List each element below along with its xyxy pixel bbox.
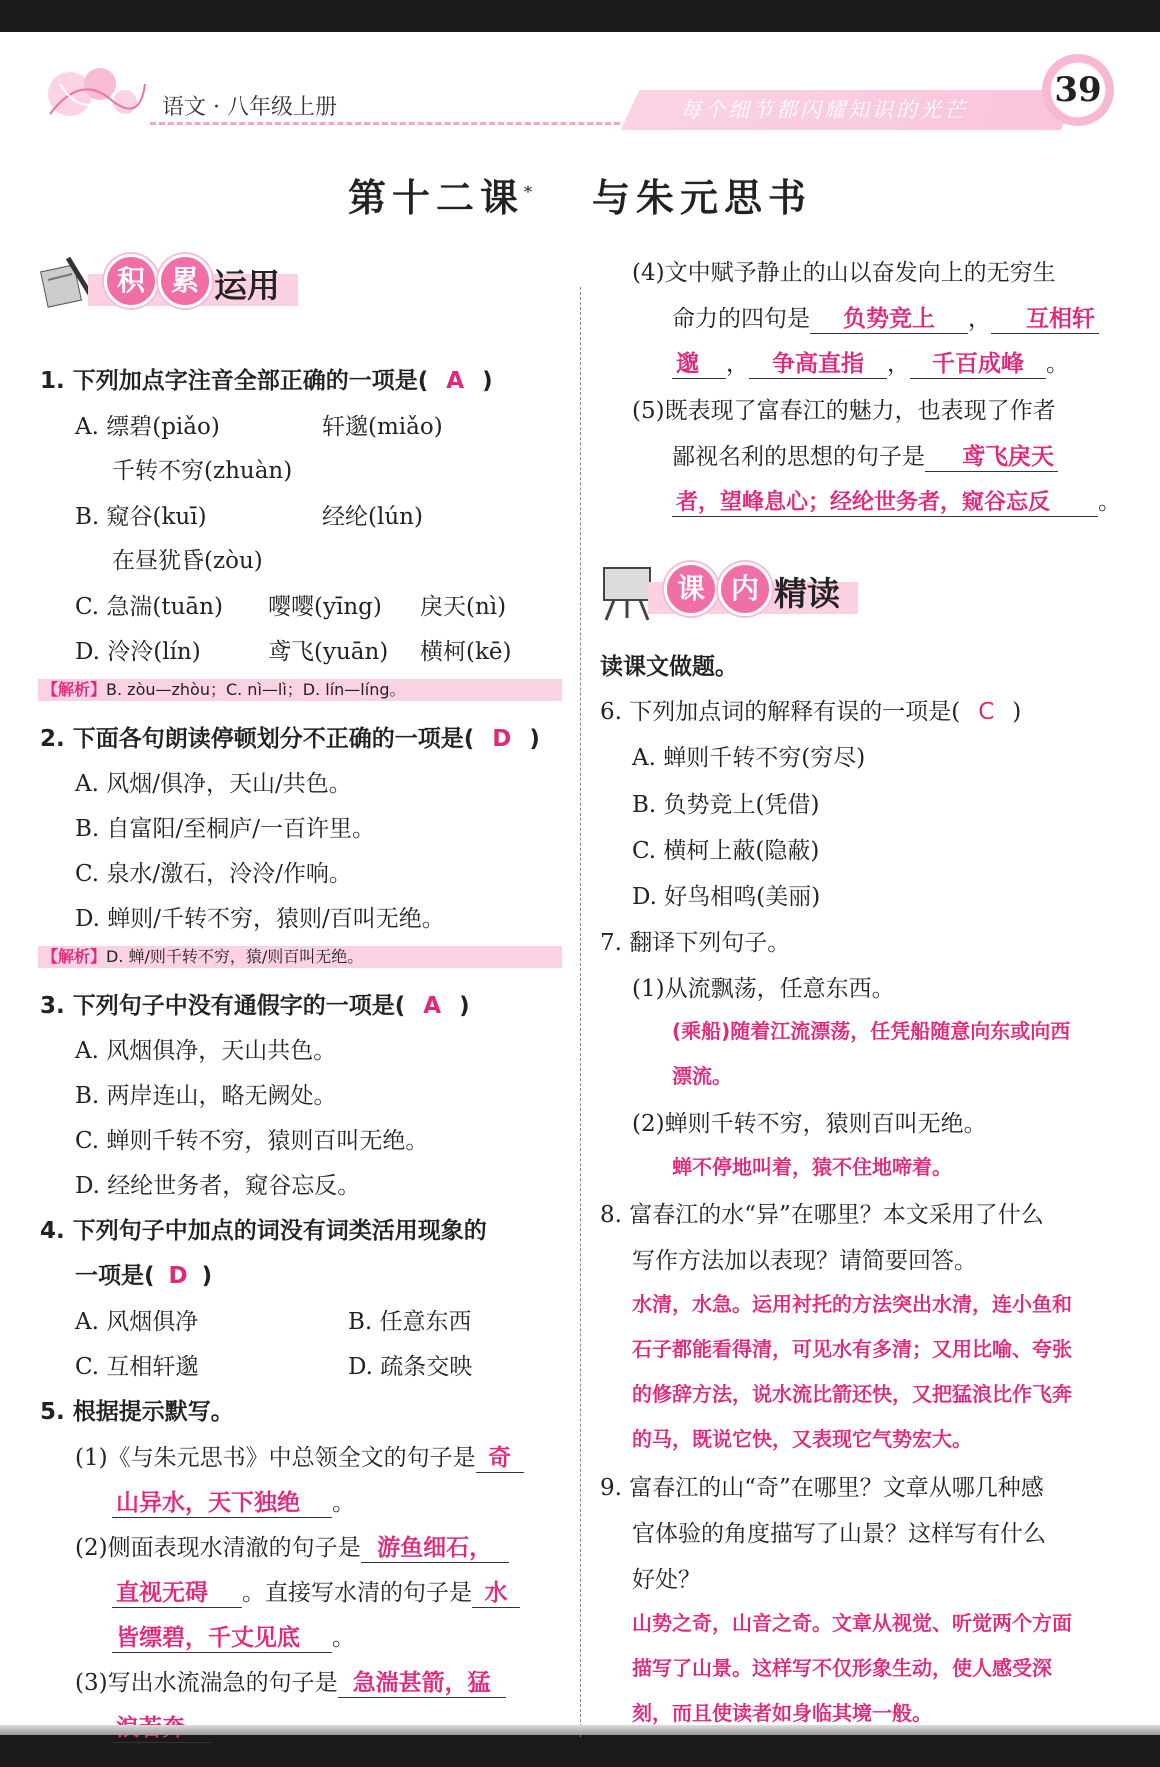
- question-5: 5. 根据提示默写。: [40, 1399, 234, 1425]
- q5-part-4-cont: 命力的四句是 负势竞上 ， 互相轩: [672, 300, 1099, 334]
- q6-option-a: A. 蝉则千转不穷(穷尽): [632, 745, 866, 771]
- q4-option-c: C. 互相轩邈: [75, 1354, 199, 1380]
- q6-option-b: B. 负势竞上(凭借): [632, 792, 820, 818]
- q2-option-d: D. 蝉则/千转不穷，猿则/百叫无绝。: [75, 906, 445, 932]
- q6-option-c: C. 横柯上蔽(隐蔽): [632, 838, 820, 864]
- q5-blank: 互相轩: [991, 300, 1099, 334]
- q1-option-b2: 经纶(lún): [322, 504, 423, 530]
- q5-blank: 水: [472, 1574, 520, 1608]
- page-edge: [0, 1725, 1160, 1735]
- q1-option-c: C. 急湍(tuān): [75, 594, 223, 620]
- q5-part-4-end: 邈 ， 争高直指 ， 千百成峰 。: [672, 345, 1069, 379]
- q5-blank: 千百成峰: [910, 345, 1046, 379]
- q5-blank: 皆缥碧，千丈见底: [112, 1619, 332, 1653]
- lesson-number: 第十二课: [347, 175, 524, 220]
- q2-option-c: C. 泉水/激石，泠泠/作响。: [75, 861, 352, 887]
- q2-analysis: 【解析】D. 蝉/则千转不穷，猿/则百叫无绝。: [38, 946, 562, 968]
- q3-option-a: A. 风烟俱净，天山共色。: [75, 1038, 337, 1064]
- q9-answer-line: 刻，而且使读者如身临其境一般。: [632, 1701, 932, 1725]
- q2-option-b: B. 自富阳/至桐庐/一百许里。: [75, 816, 376, 842]
- page-number: 39: [1042, 54, 1114, 126]
- question-9: 9. 富春江的山“奇”在哪里？文章从哪几种感: [600, 1475, 1044, 1501]
- q8-answer-line: 水清，水急。运用衬托的方法突出水清，连小鱼和: [632, 1292, 1072, 1316]
- q7-sentence-1: (1)从流飘荡，任意东西。: [632, 976, 895, 1002]
- section-bubble: 课: [664, 562, 718, 616]
- q7-answer-2: 蝉不停地叫着，猿不住地啼着。: [672, 1155, 952, 1179]
- q5-blank: 负势竞上: [810, 300, 968, 334]
- q1-option-a: A. 缥碧(piǎo): [75, 414, 220, 440]
- workbook-page: [0, 32, 1160, 1732]
- q5-part-3: (3)写出水流湍急的句子是 急湍甚箭，猛: [75, 1664, 506, 1698]
- section-title: 精读: [774, 574, 840, 613]
- q5-blank: 邈: [672, 345, 726, 379]
- q4-option-b: B. 任意东西: [348, 1309, 472, 1335]
- question-3: 3. 下列句子中没有通假字的一项是( A ): [40, 993, 470, 1019]
- q1-option-a2: 轩邈(miǎo): [322, 414, 443, 440]
- q5-part-2: (2)侧面表现水清澈的句子是 游鱼细石，: [75, 1529, 509, 1563]
- answer-4: D: [168, 1263, 188, 1289]
- page-header: [0, 32, 1160, 142]
- question-9-end: 好处？: [632, 1567, 701, 1593]
- section-bubble: 积: [104, 254, 158, 308]
- q1-analysis: 【解析】B. zòu—zhòu；C. nì—lì；D. lín—líng。: [38, 679, 562, 701]
- q5-blank: 争高直指: [749, 345, 887, 379]
- q5-part-4: (4)文中赋予静止的山以奋发向上的无穷生: [632, 260, 1056, 286]
- lesson-name: 与朱元思书: [592, 175, 813, 220]
- q5-part-1: (1)《与朱元思书》中总领全文的句子是 奇: [75, 1439, 524, 1473]
- book-title: 语文 · 八年级上册: [162, 95, 337, 120]
- question-7: 7. 翻译下列句子。: [600, 930, 791, 956]
- q8-answer-line: 的修辞方法，说水流比箭还快，又把猛浪比作飞奔: [632, 1382, 1072, 1406]
- question-8: 8. 富春江的水“异”在哪里？本文采用了什么: [600, 1202, 1044, 1228]
- question-9-cont: 官体验的角度描写了山景？这样写有什么: [632, 1521, 1046, 1547]
- q1-option-c2: 嘤嘤(yīng): [268, 594, 382, 620]
- q4-option-d: D. 疏条交映: [348, 1354, 473, 1380]
- q6-option-d: D. 好鸟相鸣(美丽): [632, 884, 821, 910]
- q5-blank: 急湍甚箭，猛: [338, 1664, 506, 1698]
- answer-2: D: [492, 726, 512, 752]
- answer-1: A: [446, 368, 465, 394]
- lesson-title: [0, 167, 1160, 222]
- q5-part-5-cont: 鄙视名利的思想的句子是 鸢飞戾天: [672, 438, 1058, 472]
- q8-answer-line: 的马，既说它快，又表现它气势宏大。: [632, 1427, 972, 1451]
- q5-blank: 奇: [476, 1439, 524, 1473]
- section-header-intensive: [598, 562, 858, 618]
- q1-option-d2: 鸢飞(yuān): [268, 639, 389, 665]
- q5-part-2-end: 皆缥碧，千丈见底 。: [112, 1619, 355, 1653]
- question-6: 6. 下列加点词的解释有误的一项是( C ): [600, 699, 1022, 725]
- answer-6: C: [978, 699, 995, 725]
- q4-option-a: A. 风烟俱净: [75, 1309, 199, 1335]
- q7-sentence-2: (2)蝉则千转不穷，猿则百叫无绝。: [632, 1111, 987, 1137]
- q3-option-b: B. 两岸连山，略无阙处。: [75, 1083, 337, 1109]
- q9-answer-line: 山势之奇，山音之奇。文章从视觉、听觉两个方面: [632, 1611, 1072, 1635]
- q8-answer-line: 石子都能看得清，可见水有多清；又用比喻、夸张: [632, 1337, 1072, 1361]
- reading-instruction: 读课文做题。: [600, 654, 738, 680]
- floral-ornament-icon: [40, 54, 150, 134]
- q1-option-a3: 千转不穷(zhuàn): [112, 458, 293, 484]
- q5-part-2-cont: 直视无碍 。直接写水清的句子是 水: [112, 1574, 520, 1608]
- section-bubble: 累: [158, 254, 212, 308]
- section-header-accumulate: [38, 254, 298, 310]
- q1-option-d: D. 泠泠(lín): [75, 639, 201, 665]
- q5-blank: 游鱼细石，: [361, 1529, 509, 1563]
- q5-part-5: (5)既表现了富春江的魅力，也表现了作者: [632, 398, 1056, 424]
- q1-option-b3: 在昼犹昏(zòu): [112, 548, 263, 574]
- optional-mark: *: [524, 182, 532, 202]
- q1-option-c3: 戾天(nì): [420, 594, 507, 620]
- column-divider: [580, 287, 581, 1737]
- q9-answer-line: 描写了山景。这样写不仅形象生动，使人感受深: [632, 1656, 1052, 1680]
- question-2: 2. 下面各句朗读停顿划分不正确的一项是( D ): [40, 726, 540, 752]
- question-4: 4. 下列句子中加点的词没有词类活用现象的: [40, 1218, 487, 1244]
- section-title: 运用: [214, 266, 280, 305]
- question-1: 1. 下列加点字注音全部正确的一项是( A ): [40, 368, 493, 394]
- pen-book-icon: [38, 254, 94, 310]
- q3-option-d: D. 经纶世务者，窥谷忘反。: [75, 1173, 361, 1199]
- q5-blank: 直视无碍: [112, 1574, 242, 1608]
- question-8-cont: 写作方法加以表现？请简要回答。: [632, 1248, 977, 1274]
- q5-blank: 鸢飞戾天: [925, 438, 1058, 472]
- q2-option-a: A. 风烟/俱净，天山/共色。: [75, 771, 352, 797]
- q5-blank: 山异水，天下独绝: [112, 1484, 332, 1518]
- q1-option-b: B. 窥谷(kuī): [75, 504, 207, 530]
- q5-part-1-cont: 山异水，天下独绝 。: [112, 1484, 355, 1518]
- header-slogan: 每个细节都闪耀知识的光芒: [680, 98, 968, 122]
- q7-answer-1-cont: 漂流。: [672, 1064, 732, 1088]
- q3-option-c: C. 蝉则千转不穷，猿则百叫无绝。: [75, 1128, 429, 1154]
- q5-part-5-end: 者，望峰息心；经纶世务者，窥谷忘反 。: [672, 483, 1121, 517]
- header-divider: [150, 122, 620, 125]
- section-bubble: 内: [718, 562, 772, 616]
- q5-blank: 者，望峰息心；经纶世务者，窥谷忘反: [672, 485, 1098, 517]
- question-4-cont: 一项是( D ): [75, 1263, 213, 1289]
- answer-3: A: [423, 993, 442, 1019]
- q7-answer-1: (乘船)随着江流漂荡，任凭船随意向东或向西: [672, 1019, 1071, 1043]
- q1-option-d3: 横柯(kē): [420, 639, 512, 665]
